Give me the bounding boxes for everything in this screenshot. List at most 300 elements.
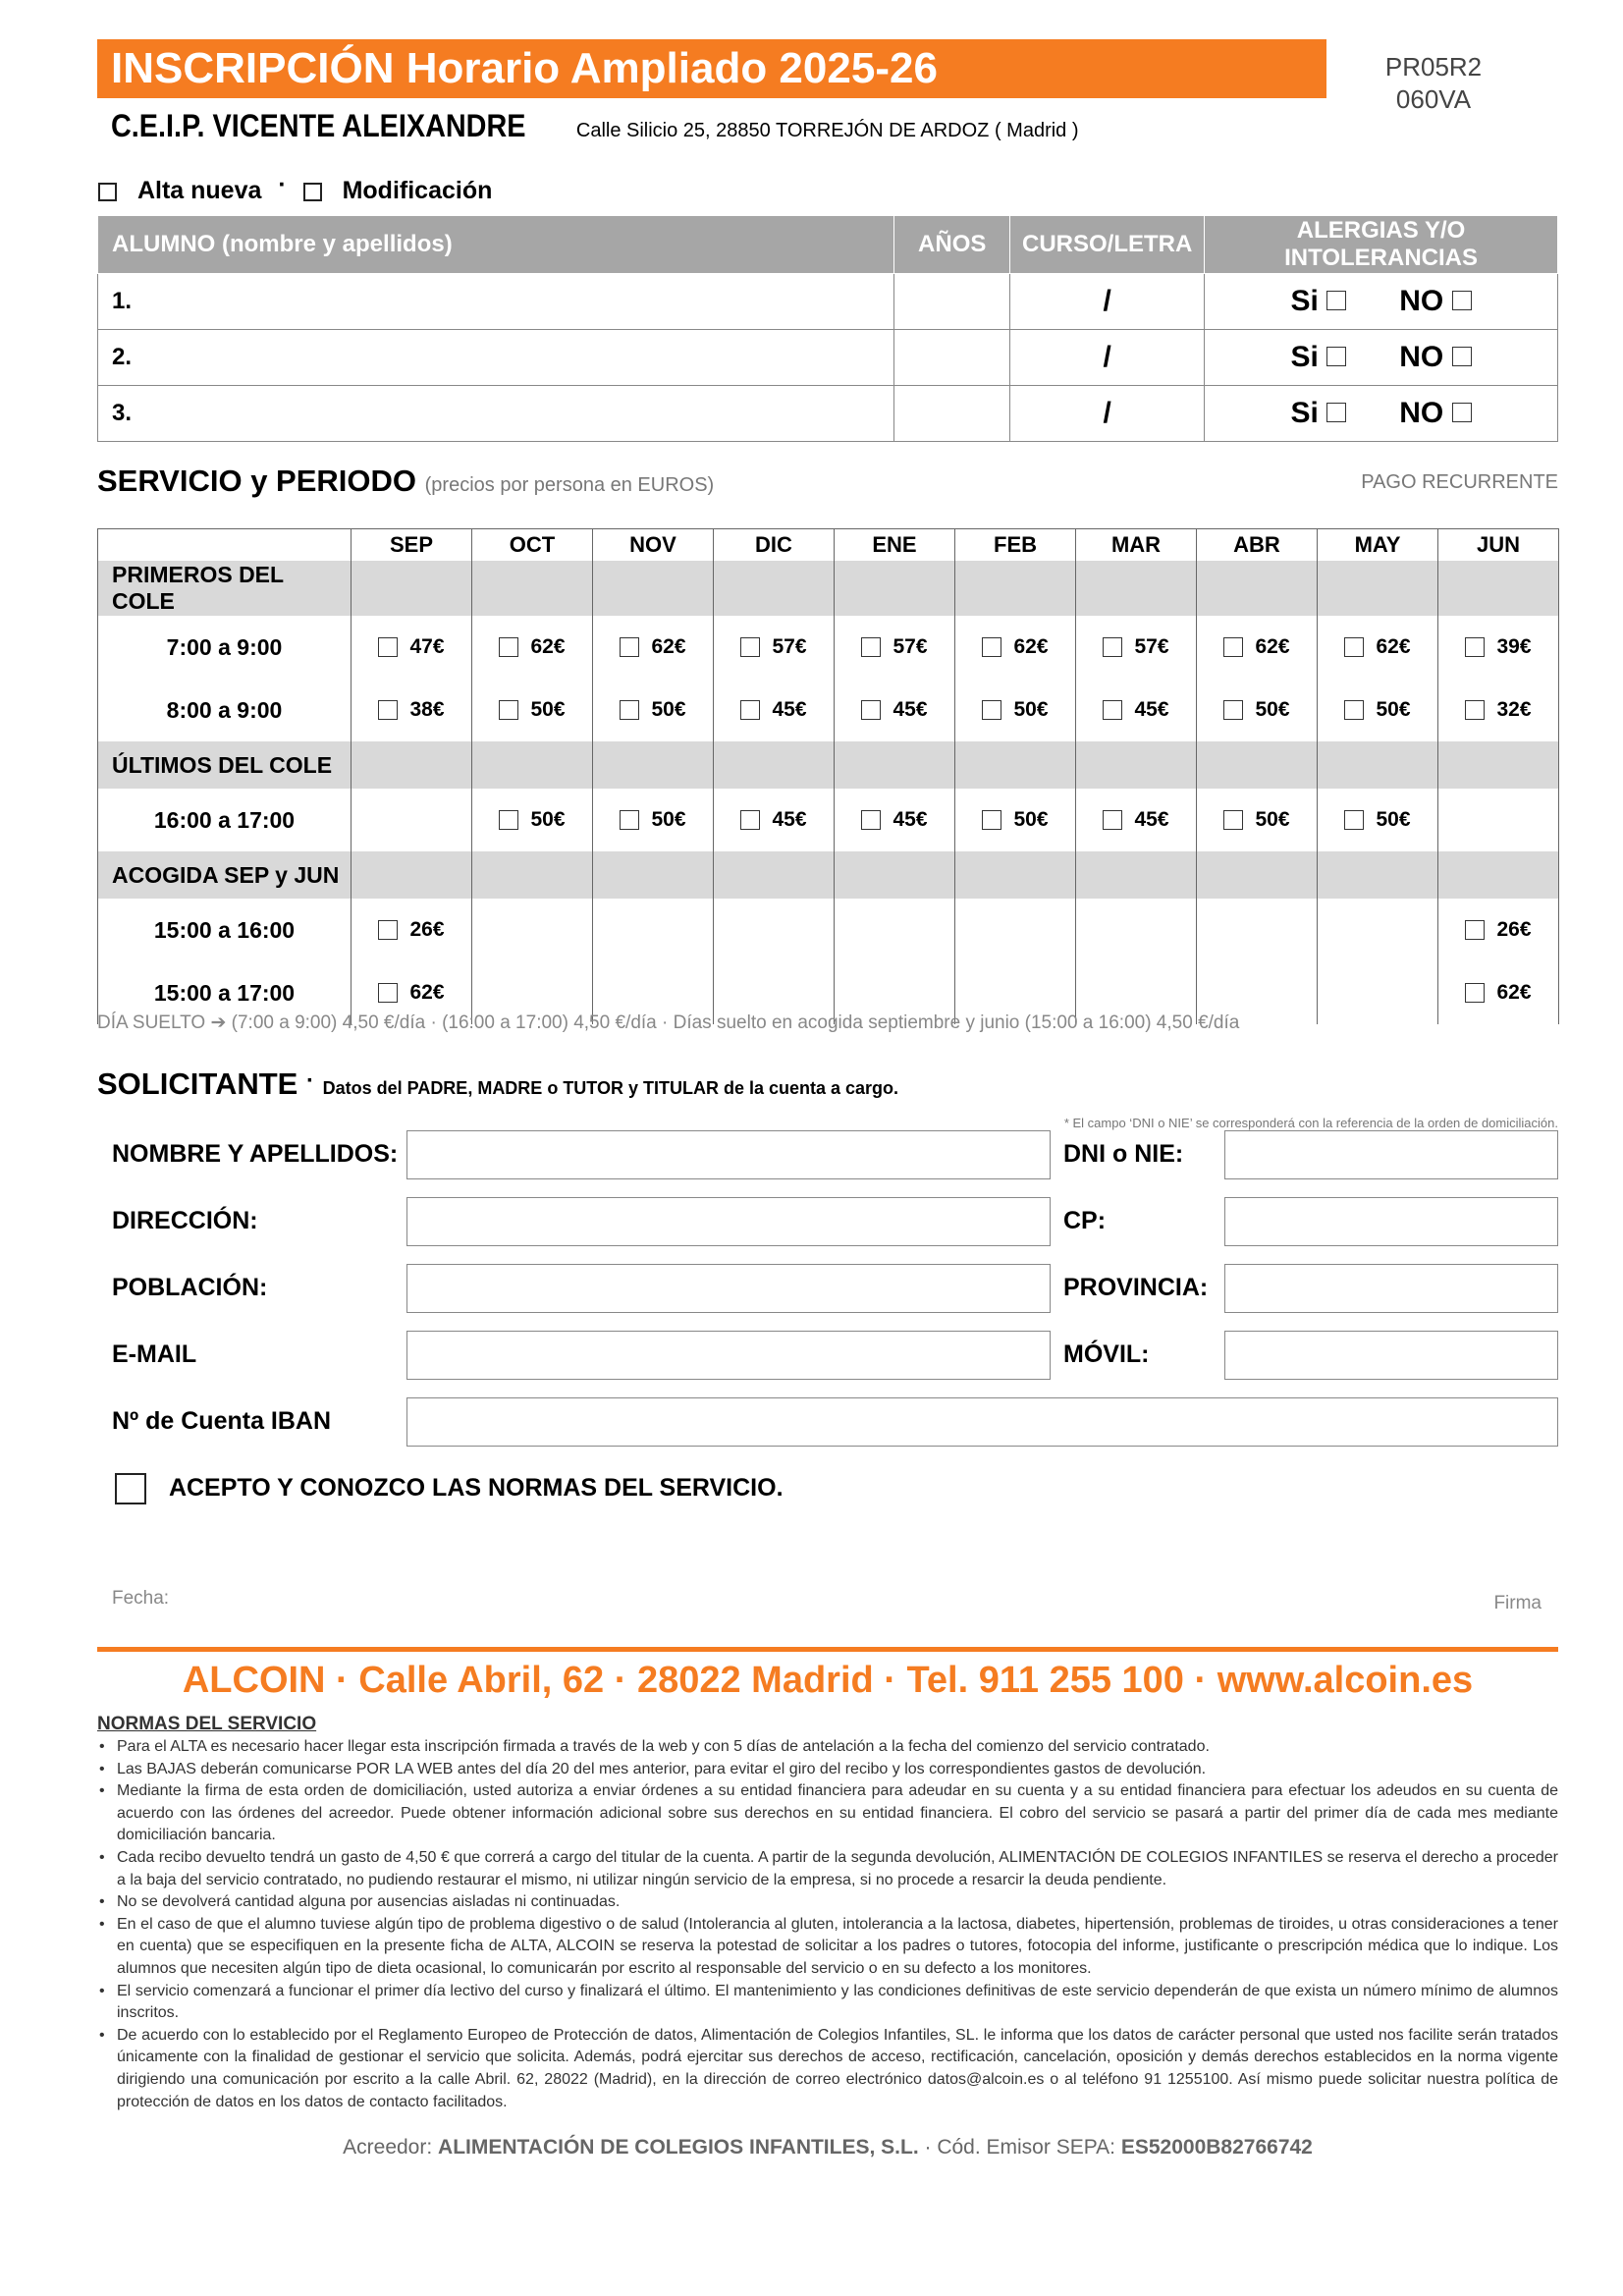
student-row (98, 274, 1558, 330)
price-cell (1197, 616, 1318, 679)
rule-item: • En el caso de que el alumno tuviese algún tipo de problema digestivo o de salud (Intolerancia al gluten, intolerancia a la lactosa, diabetes, hipertensión, problemas de tiroides, u otras consideraciones a tener en cuenta) que se especifiquen en la presente ficha de ALTA, ALCOIN se reserva la potestad de solicitar a los padres o tutores, fotocopia del informe, justificante o prescripción médica que lo indique. Los alumnos que necesiten algún tipo de dieta ocasional, lo comunicarán por escrito al responsable del servicio o en su defecto a los monitores. (97, 1914, 1558, 1981)
price-option[interactable] (352, 698, 470, 722)
price-cell (835, 789, 955, 851)
allergy-yes-checkbox[interactable] (1326, 291, 1346, 310)
group-fill-cell (1438, 741, 1559, 789)
price-cell (472, 899, 593, 961)
payment-type: PAGO RECURRENTE (1361, 471, 1558, 493)
price-cell (352, 789, 472, 851)
price-cell (472, 679, 593, 741)
group-fill-cell (1438, 561, 1559, 616)
price-cell (955, 899, 1076, 961)
rule-item: • Cada recibo devuelto tendrá un gasto de 4,50 € que correrá a cargo del titular de la cuenta. A partir de la segunda devolución, ALIMENTACIÓN DE COLEGIOS INFANTILES se reserva el derecho a proceder a la baja del servicio contratado, no pudiendo restaurar el mismo, ni utilizar ningún servicio de la empresa, si no procede a resarcir la deuda pendiente. (97, 1847, 1558, 1891)
price-option[interactable] (1319, 808, 1436, 832)
price-option[interactable] (836, 808, 953, 832)
registration-separator: · (278, 171, 287, 198)
price-value: 39€ (1496, 635, 1532, 658)
student-row-number: 3. (112, 400, 133, 426)
group-fill-cell (1076, 561, 1197, 616)
email-label: E-MAIL (112, 1340, 197, 1368)
price-option[interactable] (352, 635, 470, 659)
price-checkbox[interactable] (620, 637, 639, 657)
service-subtitle: (precios por persona en EUROS) (424, 474, 715, 496)
price-value: 50€ (1013, 808, 1049, 831)
document-code-line-1: PR05R2 (1384, 52, 1483, 82)
address-label: DIRECCIÓN: (112, 1207, 258, 1234)
price-cell (714, 679, 835, 741)
price-option[interactable] (594, 635, 712, 659)
yes-label: Si (1290, 397, 1319, 429)
service-group-name: PRIMEROS DEL COLE (98, 561, 352, 616)
service-group-row (98, 561, 1559, 616)
iban-label: Nº de Cuenta IBAN (112, 1407, 332, 1435)
date-label: Fecha: (112, 1588, 170, 1609)
price-checkbox[interactable] (1465, 983, 1485, 1003)
students-table (97, 215, 1558, 442)
price-option[interactable] (1077, 698, 1195, 722)
student-name-cell[interactable] (98, 386, 894, 442)
applicant-section-title (97, 1066, 898, 1102)
student-age-header: AÑOS (894, 216, 1010, 274)
services-table (97, 528, 1559, 1024)
group-fill-cell (714, 561, 835, 616)
month-header: MAR (1076, 529, 1197, 562)
price-option[interactable] (715, 635, 833, 659)
price-option[interactable] (594, 808, 712, 832)
price-option[interactable] (956, 808, 1074, 832)
group-fill-cell (352, 741, 472, 789)
applicant-subtitle: Datos del PADRE, MADRE o TUTOR y TITULAR de la cuenta a cargo. (322, 1078, 899, 1098)
group-fill-cell (593, 561, 714, 616)
price-cell (352, 616, 472, 679)
group-fill-cell (593, 851, 714, 899)
price-cell (1438, 899, 1559, 961)
name-label: NOMBRE Y APELLIDOS: (112, 1140, 399, 1168)
rule-item: • El servicio comenzará a funcionar el primer día lectivo del curso y finalizará el último. El mantenimiento y las condiciones definitivas de este servicio dependerán de que exista un número mínimo de alumnos inscritos. (97, 1981, 1558, 2025)
email-field[interactable] (406, 1331, 1051, 1380)
group-fill-cell (1076, 741, 1197, 789)
price-checkbox[interactable] (499, 700, 518, 720)
price-cell (1076, 616, 1197, 679)
creditor-name: ALIMENTACIÓN DE COLEGIOS INFANTILES, S.L. (438, 2136, 919, 2159)
service-group-row (98, 851, 1559, 899)
allergy-yes[interactable] (1291, 397, 1347, 430)
price-value: 50€ (1376, 698, 1411, 721)
price-option[interactable] (1319, 635, 1436, 659)
allergy-no-checkbox[interactable] (1452, 291, 1472, 310)
month-header: SEP (352, 529, 472, 562)
price-value: 38€ (409, 698, 445, 721)
price-cell (955, 679, 1076, 741)
price-cell (593, 679, 714, 741)
service-time-row (98, 899, 1559, 961)
modificacion-label: Modificación (342, 177, 493, 204)
group-fill-cell (1197, 741, 1318, 789)
price-value: 45€ (772, 698, 807, 721)
service-time-row (98, 679, 1559, 741)
no-label: NO (1399, 285, 1444, 317)
cp-field[interactable] (1224, 1197, 1558, 1246)
student-allergy-cell (1205, 274, 1558, 330)
price-value: 50€ (530, 808, 566, 831)
price-cell (352, 899, 472, 961)
allergy-no-checkbox[interactable] (1452, 347, 1472, 366)
price-checkbox[interactable] (1465, 637, 1485, 657)
price-option[interactable] (473, 808, 591, 832)
price-option[interactable] (836, 698, 953, 722)
price-cell (1438, 616, 1559, 679)
service-group-name: ACOGIDA SEP y JUN (98, 851, 352, 899)
allergy-yes[interactable] (1291, 341, 1347, 374)
student-course-cell[interactable] (1010, 330, 1205, 386)
price-value: 50€ (651, 698, 686, 721)
price-checkbox[interactable] (861, 637, 881, 657)
allergy-no[interactable] (1399, 397, 1471, 430)
group-fill-cell (1318, 851, 1438, 899)
group-fill-cell (955, 741, 1076, 789)
no-label: NO (1399, 341, 1444, 373)
price-checkbox[interactable] (982, 700, 1001, 720)
students-header-row (98, 216, 1558, 274)
accept-checkbox[interactable] (115, 1473, 146, 1504)
price-checkbox[interactable] (620, 700, 639, 720)
group-fill-cell (835, 741, 955, 789)
group-fill-cell (472, 741, 593, 789)
price-checkbox[interactable] (499, 637, 518, 657)
rule-item: • No se devolverá cantidad alguna por ausencias aisladas ni continuadas. (97, 1891, 1558, 1914)
price-cell (1076, 899, 1197, 961)
alta-label: Alta nueva (136, 177, 262, 204)
price-cell (714, 616, 835, 679)
applicant-dot: · (306, 1067, 314, 1094)
price-option[interactable] (1439, 981, 1557, 1005)
price-value: 32€ (1496, 698, 1532, 721)
student-course-cell[interactable] (1010, 274, 1205, 330)
price-checkbox[interactable] (1344, 700, 1364, 720)
student-age-cell[interactable] (894, 274, 1010, 330)
price-cell (593, 789, 714, 851)
price-checkbox[interactable] (861, 810, 881, 830)
group-fill-cell (1197, 851, 1318, 899)
month-header: DIC (714, 529, 835, 562)
price-cell (1318, 679, 1438, 741)
student-age-cell[interactable] (894, 330, 1010, 386)
price-cell (1438, 961, 1559, 1024)
price-value: 45€ (772, 808, 807, 831)
province-label: PROVINCIA: (1063, 1274, 1209, 1301)
price-value: 62€ (651, 635, 686, 658)
price-option[interactable] (836, 635, 953, 659)
group-fill-cell (955, 561, 1076, 616)
price-checkbox[interactable] (1103, 700, 1122, 720)
service-time-row (98, 616, 1559, 679)
registration-type (98, 171, 493, 205)
price-option[interactable] (1198, 698, 1316, 722)
price-cell (955, 789, 1076, 851)
price-option[interactable] (1439, 918, 1557, 942)
service-title: SERVICIO y PERIODO (97, 464, 417, 498)
price-checkbox[interactable] (1344, 810, 1364, 830)
price-checkbox[interactable] (1223, 700, 1243, 720)
service-group-row (98, 741, 1559, 789)
price-value: 50€ (530, 698, 566, 721)
document-code (1355, 51, 1512, 116)
price-cell (1438, 679, 1559, 741)
price-checkbox[interactable] (740, 637, 760, 657)
service-group-name: ÚLTIMOS DEL COLE (98, 741, 352, 789)
group-fill-cell (593, 741, 714, 789)
month-header: ENE (835, 529, 955, 562)
price-cell (1197, 899, 1318, 961)
student-row (98, 386, 1558, 442)
student-name-header: ALUMNO (nombre y apellidos) (98, 216, 894, 274)
price-value: 57€ (772, 635, 807, 658)
price-checkbox[interactable] (378, 700, 398, 720)
service-section-title (97, 464, 714, 499)
price-option[interactable] (1439, 698, 1557, 722)
company-contact: ALCOIN · Calle Abril, 62 · 28022 Madrid · Tel. 911 255 100 · www.alcoin.es (182, 1660, 1474, 1701)
school-name: C.E.I.P. VICENTE ALEIXANDRE (111, 108, 526, 143)
student-row-number: 2. (112, 344, 133, 370)
group-fill-cell (714, 741, 835, 789)
group-fill-cell (472, 561, 593, 616)
student-allergy-cell (1205, 386, 1558, 442)
time-slot: 15:00 a 17:00 (98, 961, 352, 1024)
course-slash: / (1103, 285, 1111, 317)
rule-item: • Mediante la firma de esta orden de domiciliación, usted autoriza a enviar órdenes a su entidad financiera para adeudar en su cuenta y a su entidad financiera para efectuar los adeudos en su cuenta de acuerdo con las órdenes del acreedor. Puede obtener información adicional sobre sus derechos en su entidad financiera. El cobro del servicio se pasará a partir del primer día de cada mes mediante domiciliación bancaria. (97, 1780, 1558, 1847)
sepa-code: ES52000B82766742 (1120, 2136, 1313, 2159)
price-option[interactable] (956, 635, 1074, 659)
student-name-cell[interactable] (98, 330, 894, 386)
student-name-cell[interactable] (98, 274, 894, 330)
price-value: 50€ (1376, 808, 1411, 831)
student-allergies-header: ALERGIAS Y/O INTOLERANCIAS (1205, 216, 1558, 274)
price-option[interactable] (594, 698, 712, 722)
mobile-field[interactable] (1224, 1331, 1558, 1380)
rule-item: • Las BAJAS deberán comunicarse POR LA WEB antes del día 20 del mes anterior, para evitar el giro del recibo y los correspondientes gastos de devolución. (97, 1759, 1558, 1781)
course-slash: / (1103, 397, 1111, 429)
address-field[interactable] (406, 1197, 1051, 1246)
price-option[interactable] (1077, 808, 1195, 832)
allergy-yes-checkbox[interactable] (1326, 403, 1346, 422)
dni-note: * El campo ‘DNI o NIE’ se corresponderá con la referencia de la orden de domiciliación. (1063, 1116, 1558, 1130)
price-cell (835, 616, 955, 679)
price-cell (593, 899, 714, 961)
price-option[interactable] (1198, 635, 1316, 659)
single-day-prices: DÍA SUELTO ➔ (7:00 a 9:00) 4,50 €/día · (16:00 a 17:00) 4,50 €/día · Días suelto en acogida septiembre y junio (15:00 a 16:00) 4,50 €/día (97, 1012, 1240, 1033)
price-checkbox[interactable] (1465, 920, 1485, 940)
school-line (111, 108, 1079, 144)
price-cell (1197, 789, 1318, 851)
price-cell (593, 616, 714, 679)
price-cell (714, 899, 835, 961)
price-checkbox[interactable] (982, 810, 1001, 830)
allergy-yes[interactable] (1291, 285, 1347, 318)
group-fill-cell (955, 851, 1076, 899)
price-checkbox[interactable] (499, 810, 518, 830)
time-slot: 15:00 a 16:00 (98, 899, 352, 961)
price-option[interactable] (352, 918, 470, 942)
document-code-line-2: 060VA (1395, 84, 1472, 114)
allergy-yes-checkbox[interactable] (1326, 347, 1346, 366)
month-header: MAY (1318, 529, 1438, 562)
cp-label: CP: (1063, 1207, 1107, 1234)
no-label: NO (1399, 397, 1444, 429)
yes-label: Si (1290, 285, 1319, 317)
signature-label: Firma (1493, 1593, 1542, 1613)
price-value: 57€ (893, 635, 928, 658)
price-checkbox[interactable] (1223, 810, 1243, 830)
creditor-label: Acreedor: (343, 2136, 433, 2159)
price-cell (1197, 679, 1318, 741)
rules-list (97, 1736, 1558, 2113)
alta-checkbox[interactable] (98, 183, 117, 201)
price-cell (1318, 899, 1438, 961)
accept-label: ACEPTO Y CONOZCO LAS NORMAS DEL SERVICIO. (168, 1473, 784, 1502)
price-value: 62€ (530, 635, 566, 658)
student-row-number: 1. (112, 288, 133, 314)
price-cell (472, 789, 593, 851)
sepa-label: · Cód. Emisor SEPA: (924, 2136, 1115, 2159)
price-option[interactable] (473, 698, 591, 722)
price-value: 45€ (893, 698, 928, 721)
price-cell (1076, 679, 1197, 741)
rules-title: NORMAS DEL SERVICIO (97, 1714, 317, 1734)
price-option[interactable] (1077, 635, 1195, 659)
month-header: NOV (593, 529, 714, 562)
price-value: 50€ (651, 808, 686, 831)
price-cell (1318, 616, 1438, 679)
course-slash: / (1103, 341, 1111, 373)
student-course-cell[interactable] (1010, 386, 1205, 442)
months-header-row (98, 529, 1559, 562)
group-fill-cell (1318, 561, 1438, 616)
mobile-label: MÓVIL: (1063, 1340, 1150, 1368)
price-option[interactable] (956, 698, 1074, 722)
creditor-line (97, 2136, 1558, 2159)
month-header: FEB (955, 529, 1076, 562)
price-option[interactable] (715, 808, 833, 832)
group-fill-cell (714, 851, 835, 899)
price-option[interactable] (473, 635, 591, 659)
price-checkbox[interactable] (1223, 637, 1243, 657)
dni-field[interactable] (1224, 1130, 1558, 1179)
student-row (98, 330, 1558, 386)
allergy-no[interactable] (1399, 341, 1471, 374)
price-cell (835, 899, 955, 961)
price-value: 57€ (1134, 635, 1169, 658)
month-header: ABR (1197, 529, 1318, 562)
price-checkbox[interactable] (378, 920, 398, 940)
rule-item: • Para el ALTA es necesario hacer llegar esta inscripción firmada a través de la web y con 5 días de antelación a la fecha del comienzo del servicio contratado. (97, 1736, 1558, 1759)
price-option[interactable] (1319, 698, 1436, 722)
price-checkbox[interactable] (1103, 810, 1122, 830)
accept-rules (115, 1473, 784, 1504)
allergy-no-checkbox[interactable] (1452, 403, 1472, 422)
student-age-cell[interactable] (894, 386, 1010, 442)
month-header: OCT (472, 529, 593, 562)
price-value: 62€ (1376, 635, 1411, 658)
time-slot: 7:00 a 9:00 (98, 616, 352, 679)
price-cell (955, 616, 1076, 679)
price-cell (352, 679, 472, 741)
price-cell (1318, 961, 1438, 1024)
group-fill-cell (352, 561, 472, 616)
group-fill-cell (1318, 741, 1438, 789)
group-fill-cell (1076, 851, 1197, 899)
group-fill-cell (835, 851, 955, 899)
price-option[interactable] (1198, 808, 1316, 832)
price-checkbox[interactable] (982, 637, 1001, 657)
price-value: 62€ (1255, 635, 1290, 658)
price-checkbox[interactable] (740, 810, 760, 830)
name-field[interactable] (406, 1130, 1051, 1179)
yes-label: Si (1290, 341, 1319, 373)
price-cell (835, 679, 955, 741)
modificacion-checkbox[interactable] (303, 183, 322, 201)
price-checkbox[interactable] (1103, 637, 1122, 657)
empty-corner (98, 529, 352, 562)
price-checkbox[interactable] (620, 810, 639, 830)
price-checkbox[interactable] (1465, 700, 1485, 720)
price-cell (1438, 789, 1559, 851)
time-slot: 8:00 a 9:00 (98, 679, 352, 741)
price-checkbox[interactable] (861, 700, 881, 720)
price-value: 47€ (409, 635, 445, 658)
price-value: 45€ (1134, 808, 1169, 831)
price-cell (472, 616, 593, 679)
price-value: 45€ (1134, 698, 1169, 721)
orange-divider (97, 1647, 1558, 1652)
applicant-title: SOLICITANTE (97, 1066, 298, 1101)
price-checkbox[interactable] (1344, 637, 1364, 657)
group-fill-cell (835, 561, 955, 616)
group-fill-cell (352, 851, 472, 899)
allergy-no[interactable] (1399, 285, 1471, 318)
price-option[interactable] (715, 698, 833, 722)
price-cell (1076, 789, 1197, 851)
price-value: 62€ (409, 981, 445, 1004)
price-value: 50€ (1013, 698, 1049, 721)
form-title: INSCRIPCIÓN Horario Ampliado 2025-26 (97, 39, 1326, 98)
price-checkbox[interactable] (740, 700, 760, 720)
town-field[interactable] (406, 1264, 1051, 1313)
month-header: JUN (1438, 529, 1559, 562)
service-time-row (98, 789, 1559, 851)
group-fill-cell (1438, 851, 1559, 899)
student-allergy-cell (1205, 330, 1558, 386)
rule-item: • De acuerdo con lo establecido por el Reglamento Europeo de Protección de datos, Alimentación de Colegios Infantiles, SL. le informa que los datos de carácter personal que usted nos facilite serán tratados únicamente con la finalidad de gestionar el servicio que solicita. Además, podrá ejercitar sus derechos de acceso, rectificación, cancelación, oposición y demás derechos establecidos en la norma vigente dirigiendo una comunicación por escrito a la calle Abril. 62, 28022 (Madrid), en la dirección de correo electrónico datos@alcoin.es o al teléfono 91 1255100. Así mismo puede solicitar nuestra política de protección de datos en los datos de contacto facilitados. (97, 2025, 1558, 2113)
time-slot: 16:00 a 17:00 (98, 789, 352, 851)
group-fill-cell (472, 851, 593, 899)
price-value: 50€ (1255, 808, 1290, 831)
price-cell (714, 789, 835, 851)
price-value: 26€ (1496, 918, 1532, 941)
price-option[interactable] (1439, 635, 1557, 659)
price-value: 62€ (1496, 981, 1532, 1004)
price-cell (1318, 789, 1438, 851)
iban-field[interactable] (406, 1397, 1558, 1447)
price-checkbox[interactable] (378, 637, 398, 657)
price-checkbox[interactable] (378, 983, 398, 1003)
price-value: 62€ (1013, 635, 1049, 658)
group-fill-cell (1197, 561, 1318, 616)
school-address: Calle Silicio 25, 28850 TORREJÓN DE ARDOZ ( Madrid ) (575, 120, 1079, 141)
price-value: 45€ (893, 808, 928, 831)
province-field[interactable] (1224, 1264, 1558, 1313)
price-option[interactable] (352, 981, 470, 1005)
student-course-header: CURSO/LETRA (1010, 216, 1205, 274)
